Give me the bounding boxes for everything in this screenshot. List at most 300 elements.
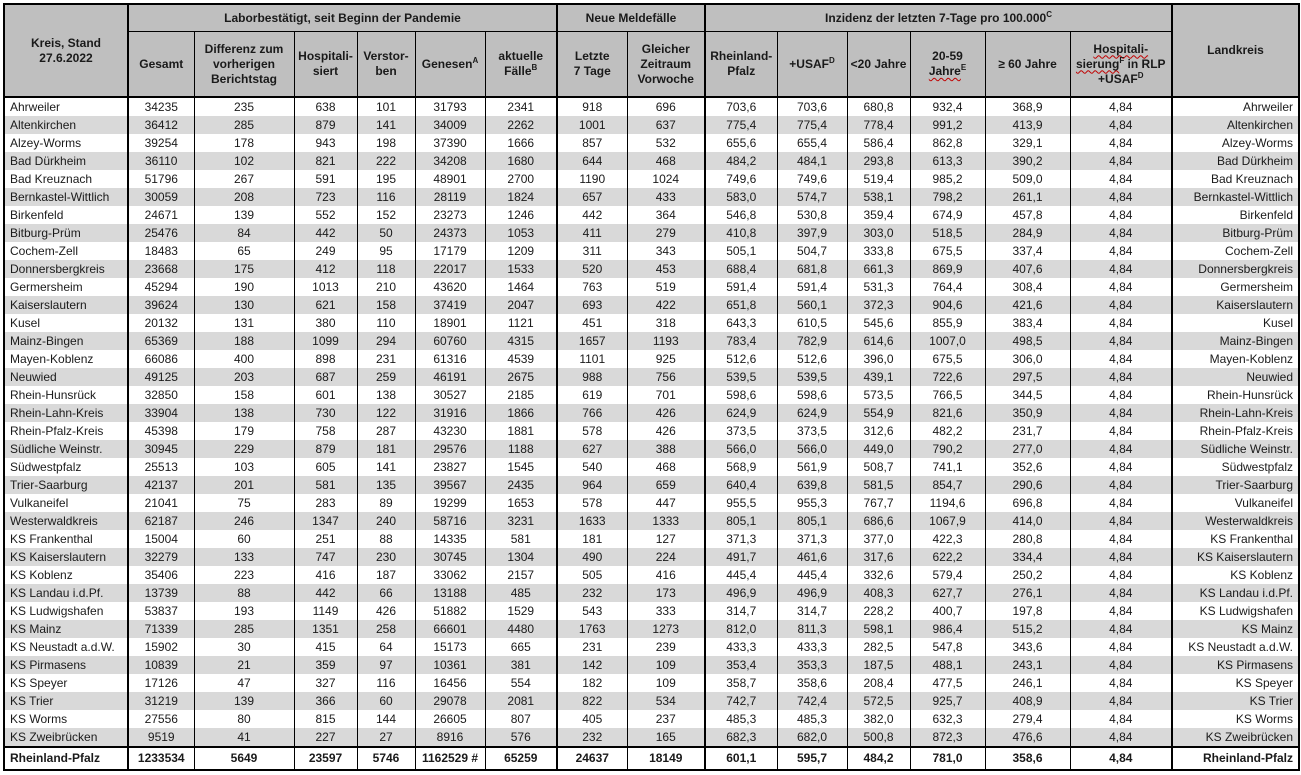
landkreis-cell: Westerwaldkreis <box>1172 512 1299 530</box>
group-header-laborbestaetigt: Laborbestätigt, seit Beginn der Pandemie <box>128 4 557 32</box>
kreis-cell: KS Koblenz <box>4 566 128 584</box>
value-cell: 574,7 <box>777 188 847 206</box>
kreis-cell: Südliche Weinstr. <box>4 440 128 458</box>
kreis-cell: Mayen-Koblenz <box>4 350 128 368</box>
value-cell: 15004 <box>128 530 194 548</box>
value-cell: 925 <box>627 350 705 368</box>
value-cell: 991,2 <box>910 116 985 134</box>
value-cell: 730 <box>294 404 357 422</box>
value-cell: 36110 <box>128 152 194 170</box>
value-cell: 152 <box>357 206 415 224</box>
value-cell: 182 <box>557 674 627 692</box>
value-cell: 4,84 <box>1070 710 1172 728</box>
landkreis-cell: Germersheim <box>1172 278 1299 296</box>
value-cell: 655,6 <box>705 134 777 152</box>
value-cell: 688,4 <box>705 260 777 278</box>
landkreis-cell: Trier-Saarburg <box>1172 476 1299 494</box>
column-header-vorwoche: Gleicher Zeitraum Vorwoche <box>627 32 705 98</box>
value-cell: 139 <box>194 206 294 224</box>
value-cell: 284,9 <box>985 224 1070 242</box>
landkreis-cell: Vulkaneifel <box>1172 494 1299 512</box>
kreis-cell: KS Zweibrücken <box>4 728 128 747</box>
value-cell: 187 <box>357 566 415 584</box>
value-cell: 627,7 <box>910 584 985 602</box>
value-cell: 701 <box>627 386 705 404</box>
table-row <box>4 350 1299 368</box>
value-cell: 545,6 <box>847 314 910 332</box>
value-cell: 29078 <box>415 692 485 710</box>
landkreis-cell: Ahrweiler <box>1172 97 1299 116</box>
value-cell: 534 <box>627 692 705 710</box>
value-cell: 366 <box>294 692 357 710</box>
table-row <box>4 134 1299 152</box>
kreis-cell: Alzey-Worms <box>4 134 128 152</box>
value-cell: 34208 <box>415 152 485 170</box>
kreis-cell: KS Frankenthal <box>4 530 128 548</box>
value-cell: 411 <box>557 224 627 242</box>
value-cell: 484,2 <box>847 747 910 770</box>
kreis-cell: Südwestpfalz <box>4 458 128 476</box>
value-cell: 138 <box>194 404 294 422</box>
value-cell: 65369 <box>128 332 194 350</box>
value-cell: 512,6 <box>777 350 847 368</box>
value-cell: 426 <box>357 602 415 620</box>
value-cell: 39567 <box>415 476 485 494</box>
value-cell: 10839 <box>128 656 194 674</box>
value-cell: 141 <box>357 116 415 134</box>
value-cell: 932,4 <box>910 97 985 116</box>
value-cell: 21 <box>194 656 294 674</box>
value-cell: 453 <box>627 260 705 278</box>
value-cell: 50 <box>357 224 415 242</box>
value-cell: 282,5 <box>847 638 910 656</box>
value-cell: 228,2 <box>847 602 910 620</box>
value-cell: 807 <box>485 710 557 728</box>
value-cell: 490 <box>557 548 627 566</box>
value-cell: 208,4 <box>847 674 910 692</box>
value-cell: 1194,6 <box>910 494 985 512</box>
value-cell: 651,8 <box>705 296 777 314</box>
value-cell: 561,9 <box>777 458 847 476</box>
value-cell: 468 <box>627 152 705 170</box>
value-cell: 358,6 <box>985 747 1070 770</box>
value-cell: 484,1 <box>777 152 847 170</box>
value-cell: 675,5 <box>910 242 985 260</box>
value-cell: 95 <box>357 242 415 260</box>
table-row <box>4 260 1299 278</box>
column-header-hospitalisiert: Hospitali- siert <box>294 32 357 98</box>
value-cell: 71339 <box>128 620 194 638</box>
value-cell: 118 <box>357 260 415 278</box>
value-cell: 4,84 <box>1070 512 1172 530</box>
value-cell: 621 <box>294 296 357 314</box>
kreis-cell: Bad Kreuznach <box>4 170 128 188</box>
value-cell: 30 <box>194 638 294 656</box>
value-cell: 303,0 <box>847 224 910 242</box>
value-cell: 390,2 <box>985 152 1070 170</box>
value-cell: 798,2 <box>910 188 985 206</box>
value-cell: 66 <box>357 584 415 602</box>
value-cell: 763 <box>557 278 627 296</box>
kreis-cell: Donnersbergkreis <box>4 260 128 278</box>
value-cell: 988 <box>557 368 627 386</box>
value-cell: 422 <box>627 296 705 314</box>
value-cell: 554 <box>485 674 557 692</box>
value-cell: 4,84 <box>1070 747 1172 770</box>
value-cell: 4,84 <box>1070 692 1172 710</box>
value-cell: 1464 <box>485 278 557 296</box>
value-cell: 766 <box>557 404 627 422</box>
value-cell: 505 <box>557 566 627 584</box>
value-cell: 333,8 <box>847 242 910 260</box>
value-cell: 822 <box>557 692 627 710</box>
value-cell: 1633 <box>557 512 627 530</box>
value-cell: 644 <box>557 152 627 170</box>
value-cell: 581 <box>294 476 357 494</box>
value-cell: 223 <box>194 566 294 584</box>
table-row <box>4 656 1299 674</box>
value-cell: 4,84 <box>1070 134 1172 152</box>
value-cell: 405 <box>557 710 627 728</box>
value-cell: 539,5 <box>777 368 847 386</box>
value-cell: 488,1 <box>910 656 985 674</box>
value-cell: 237 <box>627 710 705 728</box>
value-cell: 408,9 <box>985 692 1070 710</box>
value-cell: 13188 <box>415 584 485 602</box>
value-cell: 519,4 <box>847 170 910 188</box>
value-cell: 4315 <box>485 332 557 350</box>
value-cell: 232 <box>557 584 627 602</box>
value-cell: 722,6 <box>910 368 985 386</box>
value-cell: 88 <box>357 530 415 548</box>
value-cell: 591,4 <box>705 278 777 296</box>
value-cell: 227 <box>294 728 357 747</box>
value-cell: 187,5 <box>847 656 910 674</box>
kreis-cell: Mainz-Bingen <box>4 332 128 350</box>
kreis-cell: Bernkastel-Wittlich <box>4 188 128 206</box>
value-cell: 898 <box>294 350 357 368</box>
value-cell: 371,3 <box>777 530 847 548</box>
value-cell: 35406 <box>128 566 194 584</box>
value-cell: 643,3 <box>705 314 777 332</box>
value-cell: 135 <box>357 476 415 494</box>
value-cell: 1001 <box>557 116 627 134</box>
column-header-aktuelle-faelle: aktuelle Fälle$^B$ <box>485 32 557 98</box>
value-cell: 231,7 <box>985 422 1070 440</box>
value-cell: 279 <box>627 224 705 242</box>
value-cell: 552 <box>294 206 357 224</box>
kreis-cell: Birkenfeld <box>4 206 128 224</box>
value-cell: 4,84 <box>1070 728 1172 747</box>
column-header-rheinland-pfalz: Rheinland- Pfalz <box>705 32 777 98</box>
value-cell: 4,84 <box>1070 566 1172 584</box>
value-cell: 1101 <box>557 350 627 368</box>
value-cell: 36412 <box>128 116 194 134</box>
value-cell: 576 <box>485 728 557 747</box>
landkreis-cell: Kusel <box>1172 314 1299 332</box>
value-cell: 624,9 <box>777 404 847 422</box>
kreis-cell: Neuwied <box>4 368 128 386</box>
value-cell: 297,5 <box>985 368 1070 386</box>
table-row <box>4 602 1299 620</box>
value-cell: 198 <box>357 134 415 152</box>
value-cell: 613,3 <box>910 152 985 170</box>
value-cell: 23827 <box>415 458 485 476</box>
value-cell: 350,9 <box>985 404 1070 422</box>
value-cell: 400 <box>194 350 294 368</box>
value-cell: 4,84 <box>1070 350 1172 368</box>
value-cell: 530,8 <box>777 206 847 224</box>
value-cell: 84 <box>194 224 294 242</box>
value-cell: 116 <box>357 188 415 206</box>
landkreis-cell: KS Pirmasens <box>1172 656 1299 674</box>
value-cell: 210 <box>357 278 415 296</box>
value-cell: 578 <box>557 422 627 440</box>
corner-header: Kreis, Stand 27.6.2022 <box>4 4 128 97</box>
value-cell: 741,1 <box>910 458 985 476</box>
table-row <box>4 296 1299 314</box>
value-cell: 4,84 <box>1070 260 1172 278</box>
value-cell: 415 <box>294 638 357 656</box>
value-cell: 573,5 <box>847 386 910 404</box>
value-cell: 158 <box>194 386 294 404</box>
value-cell: 26605 <box>415 710 485 728</box>
value-cell: 122 <box>357 404 415 422</box>
landkreis-cell: Rheinland-Pfalz <box>1172 747 1299 770</box>
landkreis-cell: Mayen-Koblenz <box>1172 350 1299 368</box>
table-row <box>4 530 1299 548</box>
value-cell: 782,9 <box>777 332 847 350</box>
value-cell: 811,3 <box>777 620 847 638</box>
kreis-cell: KS Speyer <box>4 674 128 692</box>
value-cell: 4,84 <box>1070 584 1172 602</box>
table-row <box>4 566 1299 584</box>
value-cell: 130 <box>194 296 294 314</box>
table-row <box>4 512 1299 530</box>
landkreis-cell: Bad Kreuznach <box>1172 170 1299 188</box>
value-cell: 696,8 <box>985 494 1070 512</box>
value-cell: 64 <box>357 638 415 656</box>
value-cell: 862,8 <box>910 134 985 152</box>
kreis-cell: Bad Dürkheim <box>4 152 128 170</box>
value-cell: 491,7 <box>705 548 777 566</box>
value-cell: 381 <box>485 656 557 674</box>
value-cell: 178 <box>194 134 294 152</box>
column-header-verstorben: Verstor- ben <box>357 32 415 98</box>
value-cell: 24671 <box>128 206 194 224</box>
value-cell: 2435 <box>485 476 557 494</box>
kreis-cell: KS Worms <box>4 710 128 728</box>
landkreis-cell: KS Speyer <box>1172 674 1299 692</box>
table-row <box>4 692 1299 710</box>
value-cell: 749,6 <box>705 170 777 188</box>
table-row <box>4 638 1299 656</box>
landkreis-cell: KS Worms <box>1172 710 1299 728</box>
value-cell: 1067,9 <box>910 512 985 530</box>
value-cell: 1024 <box>627 170 705 188</box>
landkreis-cell: Südliche Weinstr. <box>1172 440 1299 458</box>
table-row <box>4 332 1299 350</box>
value-cell: 9519 <box>128 728 194 747</box>
value-cell: 686,6 <box>847 512 910 530</box>
column-header-genesen: Genesen$^A$ <box>415 32 485 98</box>
value-cell: 203 <box>194 368 294 386</box>
value-cell: 8916 <box>415 728 485 747</box>
value-cell: 4539 <box>485 350 557 368</box>
value-cell: 532 <box>627 134 705 152</box>
value-cell: 1190 <box>557 170 627 188</box>
value-cell: 276,1 <box>985 584 1070 602</box>
value-cell: 181 <box>557 530 627 548</box>
landkreis-cell: Bitburg-Prüm <box>1172 224 1299 242</box>
value-cell: 598,6 <box>777 386 847 404</box>
value-cell: 4,84 <box>1070 116 1172 134</box>
value-cell: 337,4 <box>985 242 1070 260</box>
value-cell: 485 <box>485 584 557 602</box>
value-cell: 445,4 <box>705 566 777 584</box>
value-cell: 518,5 <box>910 224 985 242</box>
value-cell: 75 <box>194 494 294 512</box>
value-cell: 101 <box>357 97 415 116</box>
value-cell: 243,1 <box>985 656 1070 674</box>
table-row <box>4 206 1299 224</box>
value-cell: 10361 <box>415 656 485 674</box>
value-cell: 65259 <box>485 747 557 770</box>
landkreis-cell: Rhein-Hunsrück <box>1172 386 1299 404</box>
value-cell: 66601 <box>415 620 485 638</box>
value-cell: 638 <box>294 97 357 116</box>
value-cell: 815 <box>294 710 357 728</box>
value-cell: 821,6 <box>910 404 985 422</box>
value-cell: 314,7 <box>777 602 847 620</box>
table-row <box>4 97 1299 116</box>
landkreis-cell: Südwestpfalz <box>1172 458 1299 476</box>
kreis-cell: Rhein-Lahn-Kreis <box>4 404 128 422</box>
value-cell: 31916 <box>415 404 485 422</box>
value-cell: 661,3 <box>847 260 910 278</box>
value-cell: 442 <box>294 584 357 602</box>
value-cell: 598,6 <box>705 386 777 404</box>
kreis-cell: KS Mainz <box>4 620 128 638</box>
value-cell: 925,7 <box>910 692 985 710</box>
value-cell: 1881 <box>485 422 557 440</box>
value-cell: 4,84 <box>1070 188 1172 206</box>
value-cell: 208 <box>194 188 294 206</box>
kreis-cell: KS Ludwigshafen <box>4 602 128 620</box>
value-cell: 306,0 <box>985 350 1070 368</box>
value-cell: 461,6 <box>777 548 847 566</box>
value-cell: 33904 <box>128 404 194 422</box>
value-cell: 566,0 <box>705 440 777 458</box>
value-cell: 4,84 <box>1070 386 1172 404</box>
value-cell: 359 <box>294 656 357 674</box>
value-cell: 231 <box>357 350 415 368</box>
value-cell: 4,84 <box>1070 620 1172 638</box>
value-cell: 586,4 <box>847 134 910 152</box>
value-cell: 4,84 <box>1070 206 1172 224</box>
kreis-cell: Bitburg-Prüm <box>4 224 128 242</box>
value-cell: 29576 <box>415 440 485 458</box>
value-cell: 805,1 <box>777 512 847 530</box>
value-cell: 778,4 <box>847 116 910 134</box>
value-cell: 18483 <box>128 242 194 260</box>
value-cell: 758 <box>294 422 357 440</box>
value-cell: 1333 <box>627 512 705 530</box>
value-cell: 572,5 <box>847 692 910 710</box>
total-row <box>4 747 1299 770</box>
value-cell: 4,84 <box>1070 224 1172 242</box>
value-cell: 175 <box>194 260 294 278</box>
value-cell: 327 <box>294 674 357 692</box>
group-header-inzidenz: Inzidenz der letzten 7-Tage pro $100.000^C$ <box>705 4 1172 32</box>
value-cell: 4,84 <box>1070 296 1172 314</box>
value-cell: 854,7 <box>910 476 985 494</box>
value-cell: 1121 <box>485 314 557 332</box>
value-cell: 334,4 <box>985 548 1070 566</box>
value-cell: 657 <box>557 188 627 206</box>
value-cell: 43620 <box>415 278 485 296</box>
value-cell: 4,84 <box>1070 458 1172 476</box>
value-cell: 47 <box>194 674 294 692</box>
table-row <box>4 584 1299 602</box>
value-cell: 4,84 <box>1070 404 1172 422</box>
value-cell: 22017 <box>415 260 485 278</box>
value-cell: 505,1 <box>705 242 777 260</box>
value-cell: 568,9 <box>705 458 777 476</box>
kreis-cell: Kusel <box>4 314 128 332</box>
value-cell: 918 <box>557 97 627 116</box>
value-cell: 380 <box>294 314 357 332</box>
value-cell: 764,4 <box>910 278 985 296</box>
value-cell: 229 <box>194 440 294 458</box>
value-cell: 610,5 <box>777 314 847 332</box>
value-cell: 4,84 <box>1070 674 1172 692</box>
value-cell: 4,84 <box>1070 242 1172 260</box>
value-cell: 767,7 <box>847 494 910 512</box>
value-cell: 53837 <box>128 602 194 620</box>
value-cell: 407,6 <box>985 260 1070 278</box>
value-cell: 312,6 <box>847 422 910 440</box>
value-cell: 1188 <box>485 440 557 458</box>
table-row <box>4 494 1299 512</box>
value-cell: 23597 <box>294 747 357 770</box>
value-cell: 637 <box>627 116 705 134</box>
value-cell: 358,7 <box>705 674 777 692</box>
value-cell: 89 <box>357 494 415 512</box>
value-cell: 88 <box>194 584 294 602</box>
value-cell: 45294 <box>128 278 194 296</box>
value-cell: 581,5 <box>847 476 910 494</box>
value-cell: 27556 <box>128 710 194 728</box>
value-cell: 674,9 <box>910 206 985 224</box>
value-cell: 4480 <box>485 620 557 638</box>
value-cell: 294 <box>357 332 415 350</box>
value-cell: 416 <box>294 566 357 584</box>
value-cell: 986,4 <box>910 620 985 638</box>
landkreis-cell: Bad Dürkheim <box>1172 152 1299 170</box>
value-cell: 34009 <box>415 116 485 134</box>
value-cell: 598,1 <box>847 620 910 638</box>
value-cell: 408,3 <box>847 584 910 602</box>
value-cell: 742,7 <box>705 692 777 710</box>
value-cell: 543 <box>557 602 627 620</box>
value-cell: 904,6 <box>910 296 985 314</box>
value-cell: 377,0 <box>847 530 910 548</box>
value-cell: 1824 <box>485 188 557 206</box>
value-cell: 496,9 <box>705 584 777 602</box>
value-cell: 144 <box>357 710 415 728</box>
table-row <box>4 674 1299 692</box>
